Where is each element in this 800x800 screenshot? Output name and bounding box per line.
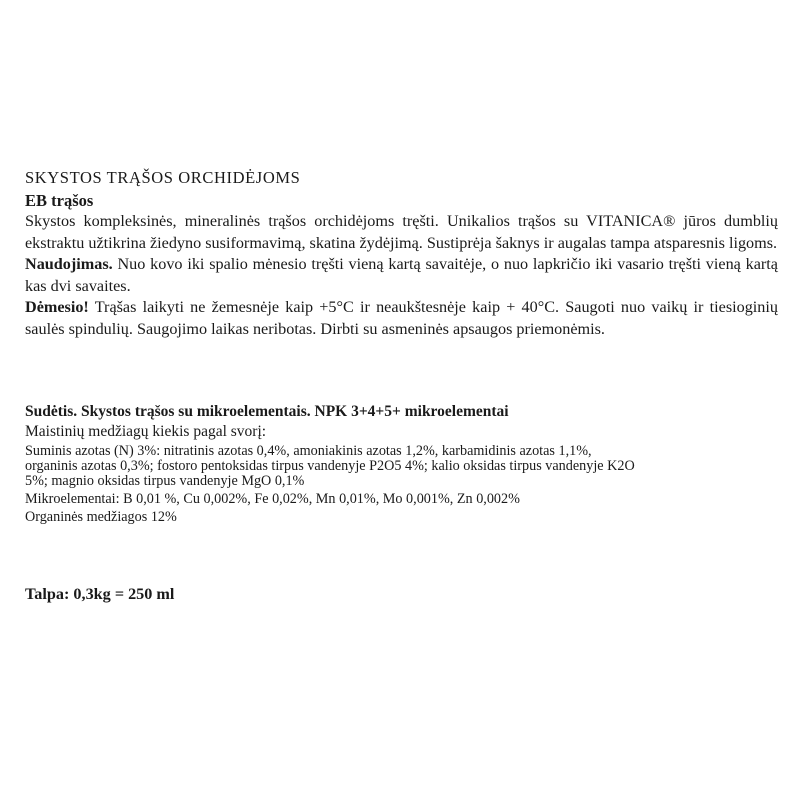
composition-line: Organinės medžiagos 12% [25,509,177,526]
composition-line: organinis azotas 0,3%; fostoro pentoksidas tirpus vandenyje P2O5 4%; kalio oksidas tirpus vandenyje K2O [25,457,635,474]
composition-line: Mikroelementai: B 0,01 %, Cu 0,002%, Fe 0,02%, Mn 0,01%, Mo 0,001%, Zn 0,002% [25,491,520,508]
body-text-block [25,211,778,340]
warning-text: Trąšas laikyti ne žemesnėje kaip +5°C ir neaukštesnėje kaip + 40°C. Saugoti nuo vaikų ir tiesioginių saulės spindulių. Saugojimo laikas neribotas. Dirbti su asmeninės apsaugos priemonėmis. [25,298,778,338]
paragraph-description [25,211,778,254]
composition-block [25,402,778,526]
composition-heading: Sudėtis. Skystos trąšos su mikroelementais. NPK 3+4+5+ mikroelementai [25,403,509,420]
usage-text: Nuo kovo iki spalio mėnesio tręšti vieną kartą savaitėje, o nuo lapkričio iki vasario tręšti vieną kartą kas dvi savaites. [25,255,778,295]
page-subtitle: EB trąšos [25,191,94,210]
paragraph-warning [25,297,778,340]
composition-line: Suminis azotas (N) 3%: nitratinis azotas 0,4%, amoniakinis azotas 1,2%, karbamidinis azotas 1,1%, [25,442,592,459]
usage-label: Naudojimas. [25,255,113,273]
paragraph-usage [25,254,778,297]
composition-subheading: Maistinių medžiagų kiekis pagal svorį: [25,423,267,440]
description-text: Skystos kompleksinės, mineralinės trąšos orchidėjoms tręšti. Unikalios trąšos su VITANICA® jūros dumblių ekstraktu užtikrina žiedyno susiformavimą, skatina žydėjimą. Sustiprėja šaknys ir augalas tampa atsparesnis ligoms. [25,212,778,252]
composition-lines [25,444,778,526]
warning-label: Dėmesio! [25,298,89,316]
composition-line: 5%; magnio oksidas tirpus vandenyje MgO 0,1% [25,473,305,490]
page-title: SKYSTOS TRĄŠOS ORCHIDĖJOMS [25,168,301,187]
label-page [25,0,778,800]
capacity-text: Talpa: 0,3kg = 250 ml [25,585,175,603]
